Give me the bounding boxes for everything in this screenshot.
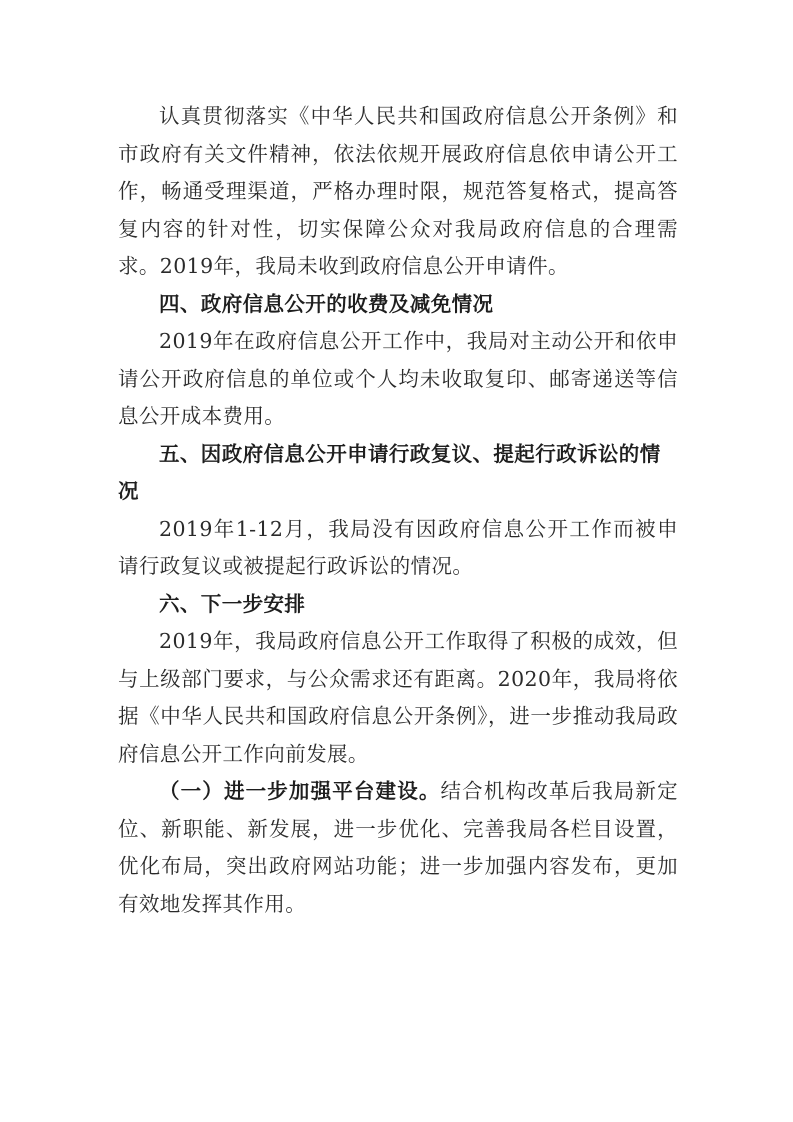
paragraph-platform-building [118,773,678,923]
paragraph-next-steps: 2019年，我局政府信息公开工作取得了积极的成效，但与上级部门要求，与公众需求还有距离。2020年，我局将依据《中华人民共和国政府信息公开条例》，进一步推动我局政府信息公开工作向前发展。 [118,629,678,766]
heading-next-steps: 六、下一步安排 [159,591,306,616]
paragraph-request-disclosure: 认真贯彻落实《中华人民共和国政府信息公开条例》和市政府有关文件精神，依法依规开展政府信息依申请公开工作，畅通受理渠道，严格办理时限，规范答复格式，提高答复内容的针对性，切实保障公众对我局政府信息的合理需求。2019年，我局未收到政府信息公开申请件。 [118,104,678,278]
heading-fees: 四、政府信息公开的收费及减免情况 [159,291,494,316]
document-body [118,98,678,923]
paragraph-reconsideration: 2019年1-12月，我局没有因政府信息公开工作而被申请行政复议或被提起行政诉讼的情况。 [118,516,678,578]
paragraph-fees: 2019年在政府信息公开工作中，我局对主动公开和依申请公开政府信息的单位或个人均未收取复印、邮寄递送等信息公开成本费用。 [118,329,678,428]
heading-reconsideration: 五、因政府信息公开申请行政复议、提起行政诉讼的情况 [118,441,661,503]
platform-building-text: 结合机构改革后我局新定位、新职能、新发展，进一步优化、完善我局各栏目设置，优化布局，突出政府网站功能；进一步加强内容发布，更加有效地发挥其作用。 [118,779,678,916]
platform-building-lead: （一）进一步加强平台建设。 [159,779,441,803]
